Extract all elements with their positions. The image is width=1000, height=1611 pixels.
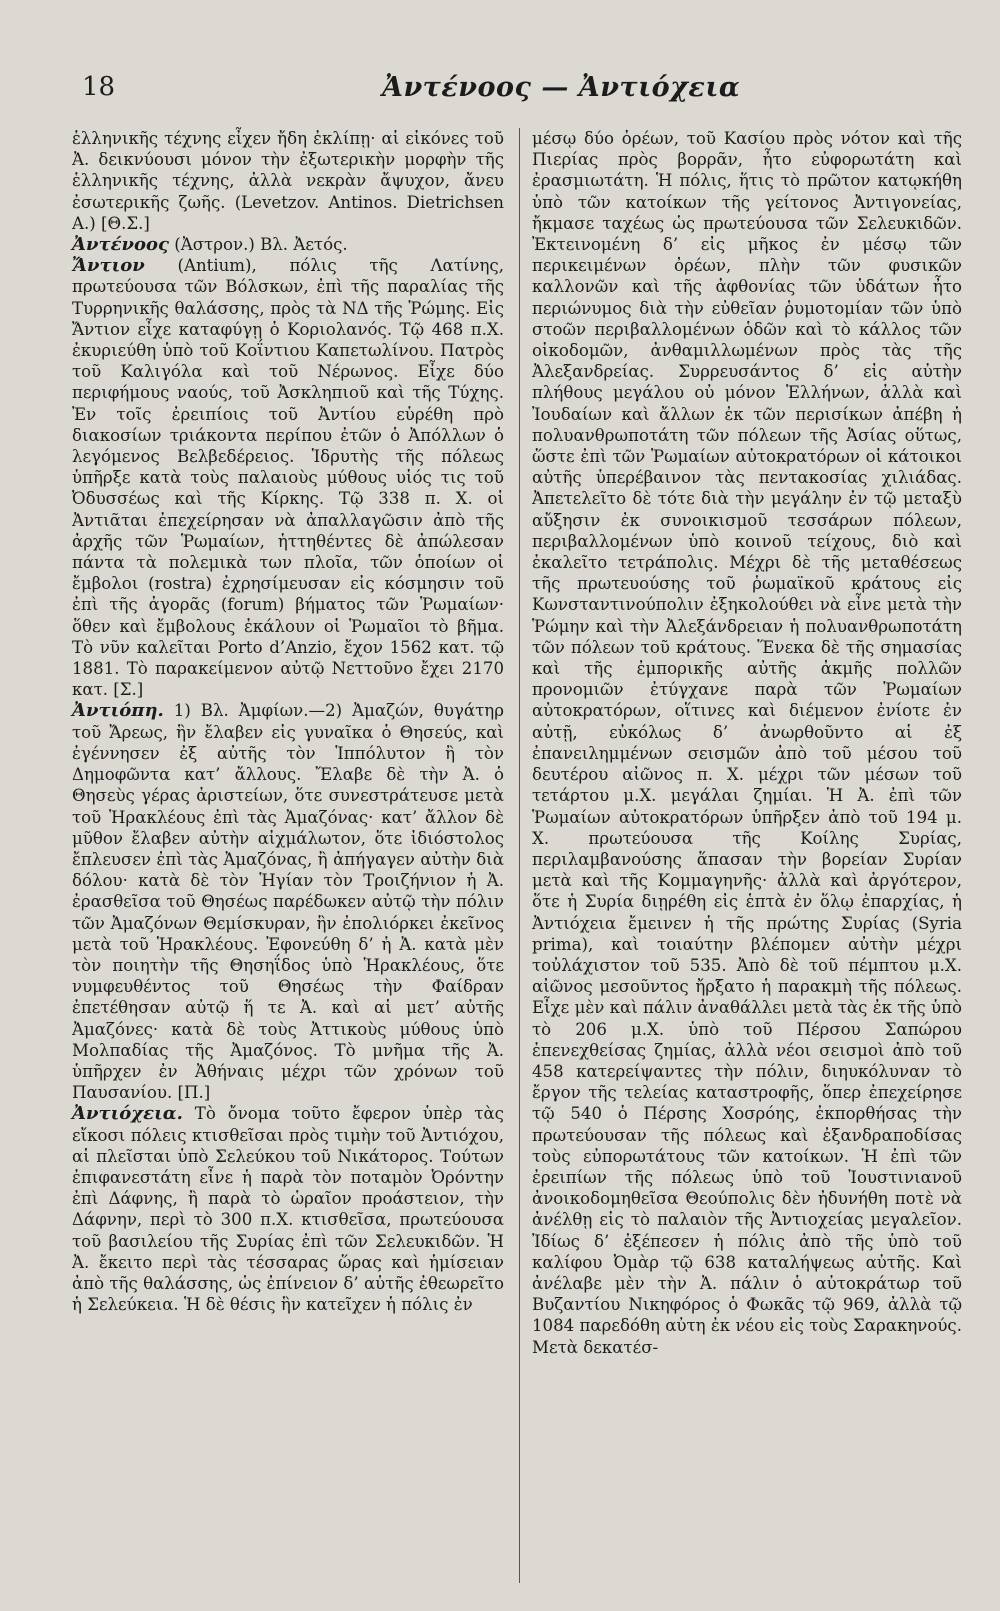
entry-headword: Ἀντιόχεια.: [72, 1103, 183, 1125]
entry-headword: Ἀντένοος: [72, 234, 169, 256]
entry-text: Τὸ ὄνομα τοῦτο ἔφερον ὑπὲρ τὰς εἴκοσι πόλεις κτισθεῖσαι πρὸς τιμὴν τοῦ Ἀντιόχου, αἱ πλεῖσται ὑπὸ Σελεύκου τοῦ Νικάτορος. Τούτων ἐπιφανεστάτη εἶνε ἡ παρὰ τὸν ποταμὸν Ὀρόντην ἐπὶ Δάφνης, ἢ παρὰ τὸ ὡραῖον προάστειον, τὴν Δάφνην, περὶ τὸ 300 π.Χ. κτισθεῖσα, πρωτεύουσα τοῦ βασιλείου τῆς Συρίας ἐπὶ τῶν Σελευκιδῶν. Ἡ Ἀ. ἔκειτο περὶ τὰς τέσσαρας ὥρας καὶ ἡμίσειαν ἀπὸ τῆς θαλάσσης, ὡς ἐπίνειον δ’ αὐτῆς ἐθεωρεῖτο ἡ Σελεύκεια. Ἡ δὲ θέσις ἣν κατεῖχεν ἡ πόλις ἐν: [72, 1104, 504, 1315]
entry-continuation: [72, 128, 504, 234]
entry-antenoos: [72, 234, 504, 255]
page-number: 18: [82, 72, 116, 102]
column-divider: [519, 128, 520, 1583]
left-column: [72, 128, 504, 1315]
entry-antiope: [72, 700, 504, 1103]
entry-text: 1) Βλ. Ἀμφίων.—2) Ἀμαζών, θυγάτηρ τοῦ Ἄρεως, ἣν ἔλαβεν εἰς γυναῖκα ὁ Θησεύς, καὶ ἐγέννησεν ἐξ αὐτῆς τὸν Ἱππόλυτον ἢ τὸν Δημοφῶντα κατ’ ἄλλους. Ἔλαβε δὲ τὴν Ἀ. ὁ Θησεὺς γέρας ἀριστείων, ὅτε συνεστράτευσε μετὰ τοῦ Ἡρακλέους ἐπὶ τὰς Ἀμαζόνας· κατ’ ἄλλον δὲ μῦθον ἔλαβεν αὐτὴν αἰχμάλωτον, ὅτε ἰδιόστολος ἔπλευσεν ἐπὶ τὰς Ἀμαζόνας, ἢ ἀπήγαγεν αὐτὴν διὰ δόλου· κατὰ δὲ τὸν Ἡγίαν τὸν Τροιζήνιον ἡ Ἀ. ἐρασθεῖσα τοῦ Θησέως παρέδωκεν αὐτῷ τὴν πόλιν τῶν Ἀμαζόνων Θεμίσκυραν, ἣν ἐπολιόρκει ἐκεῖνος μετὰ τοῦ Ἡρακλέους. Ἐφονεύθη δ’ ἡ Ἀ. κατὰ μὲν τὸν ποιητὴν τῆς Θησηΐδος ὑπὸ Ἡρακλέους, ὅτε νυμφευθέντος τοῦ Θησέως τὴν Φαίδραν ἐπετέθησαν αὐτῷ ἥ τε Ἀ. καὶ αἱ μετ’ αὐτῆς Ἀμαζόνες· κατὰ δὲ τοὺς Ἀττικοὺς μύθους ὑπὸ Μολπαδίας τῆς Ἀμαζόνος. Τὸ μνῆμα τῆς Ἀ. ὑπῆρχεν ἐν Ἀθήναις μέχρι τῶν χρόνων τοῦ Παυσανίου. [Π.]: [72, 701, 504, 1103]
right-column: [532, 128, 962, 1358]
entry-antiocheia: [72, 1103, 504, 1315]
entry-text: ἑλληνικῆς τέχνης εἶχεν ἤδη ἐκλίπῃ· αἱ εἰκόνες τοῦ Ἀ. δεικνύουσι μόνον τὴν ἐξωτερικὴν μορφὴν τῆς ἑλληνικῆς τέχνης, ἀλλὰ νεκρὰν ἄψυχον, ἄνευ ἐσωτερικῆς ζωῆς. (Levetzov. Antinos. Dietrichsen A.) [Θ.Σ.]: [72, 129, 504, 233]
entry-text: (Antium), πόλις τῆς Λατίνης, πρωτεύουσα τῶν Βόλσκων, ἐπὶ τῆς παραλίας τῆς Τυρρηνικῆς θαλάσσης, πρὸς τὰ ΝΔ τῆς Ῥώμης. Εἰς Ἄντιον εἶχε καταφύγῃ ὁ Κοριολανός. Τῷ 468 π.Χ. ἐκυριεύθη ὑπὸ τοῦ Κοΐντιου Καπετωλίνου. Πατρὸς τοῦ Καλιγόλα καὶ τοῦ Νέρωνος. Εἶχε δύο περιφήμους ναούς, τοῦ Ἀσκληπιοῦ καὶ τῆς Τύχης. Ἐν τοῖς ἐρειπίοις τοῦ Ἀντίου εὑρέθη πρὸ διακοσίων τριάκοντα περίπου ἐτῶν ὁ Ἀπόλλων ὁ λεγόμενος Βελβεδέρειος. Ἱδρυτὴς τῆς πόλεως ὑπῆρξε κατὰ τοὺς παλαιοὺς μύθους υἱός τις τοῦ Ὀδυσσέως καὶ τῆς Κίρκης. Τῷ 338 π. Χ. οἱ Ἀντιᾶται ἐπεχείρησαν νὰ ἀπαλλαγῶσιν ἀπὸ τῆς ἀρχῆς τῶν Ῥωμαίων, ἡττηθέντες δὲ ἀπώλεσαν πάντα τὰ πολεμικὰ των πλοῖα, τῶν ὁποίων οἱ ἔμβολοι (rostra) ἐχρησίμευσαν εἰς κόσμησιν τοῦ ἐπὶ τῆς ἀγορᾶς (forum) βήματος τῶν Ῥωμαίων· ὅθεν καὶ ἔμβολους ἐκάλουν οἱ Ῥωμαῖοι τὸ βῆμα. Τὸ νῦν καλεῖται Porto d’Anzio, ἔχον 1562 κατ. τῷ 1881. Τὸ παρακείμενον αὐτῷ Νεττοῦνο ἔχει 2170 κατ. [Σ.]: [72, 256, 505, 700]
entry-antion: [72, 255, 504, 700]
entry-text: (Ἀστρον.) Βλ. Ἀετός.: [174, 235, 348, 255]
entry-text: μέσῳ δύο ὀρέων, τοῦ Κασίου πρὸς νότον καὶ τῆς Πιερίας πρὸς βορρᾶν, ἦτο εὐφορωτάτη καὶ ἐρασμιωτάτη. Ἡ πόλις, ἥτις τὸ πρῶτον κατῳκήθη ὑπὸ τῶν κατοίκων τῆς γείτονος Ἀντιγονείας, ἤκμασε ταχέως ὡς πρωτεύουσα τῶν Σελευκιδῶν. Ἐκτεινομένη δ’ εἰς μῆκος ἐν μέσῳ τῶν περικειμένων ὀρέων, πλὴν τῶν φυσικῶν καλλονῶν καὶ τῆς ἀφθονίας τῶν ὑδάτων ἦτο περιώνυμος διὰ τὴν εὐθεῖαν ῥυμοτομίαν τῶν ὑπὸ στοῶν περιβαλλομένων ὁδῶν καὶ τὸ κάλλος τῶν οἰκοδομῶν, ἀνθαμιλλωμένων πρὸς τὰς τῆς Ἀλεξανδρείας. Συρρευσάντος δ’ εἰς αὐτὴν πλήθους μεγάλου οὐ μόνον Ἑλλήνων, ἀλλὰ καὶ Ἰουδαίων καὶ ἄλλων ἐκ τῶν περισίκων ἀπέβη ἡ πολυανθρωποτάτη τῶν πόλεων τῆς Ἀσίας οὕτως, ὥστε ἐπὶ τῶν Ῥωμαίων αὐτοκρατόρων οἱ κάτοικοι αὐτῆς ὑπερέβαινον τὰς πεντακοσίας χιλιάδας. Ἀπετελεῖτο δὲ τότε διὰ τὴν μεγάλην ἐν τῷ μεταξὺ αὔξησιν ἐκ συνοικισμοῦ τεσσάρων πόλεων, περιβαλλομένων ὑπὸ κοινοῦ τείχους, διὸ καὶ ἐκαλεῖτο τετράπολις. Μέχρι δὲ τῆς μεταθέσεως τῆς πρωτευούσης τοῦ ῥωμαϊκοῦ κράτους εἰς Κωνσταντινούπολιν ἐξηκολούθει νὰ εἶνε μετὰ τὴν Ῥώμην καὶ τὴν Ἀλεξάνδρειαν ἡ πολυανθρωποτάτη τῶν πόλεων τοῦ κράτους. Ἕνεκα δὲ τῆς σημασίας καὶ τῆς ἐμπορικῆς αὐτῆς ἀκμῆς πολλῶν προνομιῶν ἐτύγχανε παρὰ τῶν Ῥωμαίων αὐτοκρατόρων, οἵτινες καὶ διέμενον ἐνίοτε ἐν αὐτῇ, εὐκόλως δ’ ἀνωρθοῦντο αἱ ἐξ ἐπανειλημμένων σεισμῶν ἀπὸ τοῦ μέσου τοῦ δευτέρου αἰῶνος π. Χ. μέχρι τῶν μέσων τοῦ τετάρτου μ.Χ. μεγάλαι ζημίαι. Ἡ Ἀ. ἐπὶ τῶν Ῥωμαίων αὐτοκρατόρων ὑπῆρξεν ἀπὸ τοῦ 194 μ. Χ. πρωτεύουσα τῆς Κοίλης Συρίας, περιλαμβανούσης ἅπασαν τὴν βορείαν Συρίαν μετὰ καὶ τῆς Κομμαγηνῆς· ἀλλὰ καὶ ἀργότερον, ὅτε ἡ Συρία διῃρέθη εἰς ἑπτὰ ἐν ὅλῳ ἐπαρχίας, ἡ Ἀντιόχεια ἔμεινεν ἡ τῆς πρώτης Συρίας (Syria prima), καὶ τοιαύτην βλέπομεν αὐτὴν μέχρι τοὐλάχιστον τοῦ 535. Ἀπὸ δὲ τοῦ πέμπτου μ.Χ. αἰῶνος μεσοῦντος ἤρξατο ἡ παρακμὴ τῆς πόλεως. Εἶχε μὲν καὶ πάλιν ἀναθάλλει μετὰ τὰς ἐκ τῆς ὑπὸ τὸ 206 μ.Χ. ὑπὸ τοῦ Πέρσου Σαπώρου ἐπενεχθείσας ζημίας, ἀλλὰ νέοι σεισμοὶ ἀπὸ τοῦ 458 κατερείψαντες τὴν πόλιν, διηυκόλυναν τὸ ἔργον τῆς τελείας καταστροφῆς, ὅπερ ἐπεχείρησε τῷ 540 ὁ Πέρσης Χοσρόης, ἐκπορθήσας τὴν πρωτεύουσαν τῆς πόλεως καὶ ἐξανδραποδίσας τοὺς εὐπορωτάτους τῶν κατοίκων. Ἡ ἐπὶ τῶν ἐρειπίων τῆς πόλεως ὑπὸ τοῦ Ἰουστινιανοῦ ἀνοικοδομηθεῖσα Θεούπολις δὲν ἠδυνήθη ποτὲ νὰ ἀνέλθῃ εἰς τὸ παλαιὸν τῆς Ἀντιοχείας μεγαλεῖον. Ἰδίως δ’ ἐξέπεσεν ἡ πόλις ἀπὸ τῆς ὑπὸ τοῦ καλίφου Ὀμὰρ τῷ 638 καταλήψεως αὐτῆς. Καὶ ἀνέλαβε μὲν τὴν Ἀ. πάλιν ὁ αὐτοκράτωρ τοῦ Βυζαντίου Νικηφόρος ὁ Φωκᾶς τῷ 969, ἀλλὰ τῷ 1084 παρεδόθη αὐτη ἐκ νέου εἰς τοὺς Σαρακηνούς. Μετὰ δεκατέσ-: [532, 129, 962, 1357]
entry-headword: Ἀντιόπη.: [72, 700, 164, 722]
running-head: Ἀντένοος — Ἀντιόχεια: [382, 72, 741, 103]
entry-continuation: [532, 128, 962, 1358]
entry-headword: Ἄντιον: [72, 255, 145, 277]
page-header: [82, 72, 960, 112]
